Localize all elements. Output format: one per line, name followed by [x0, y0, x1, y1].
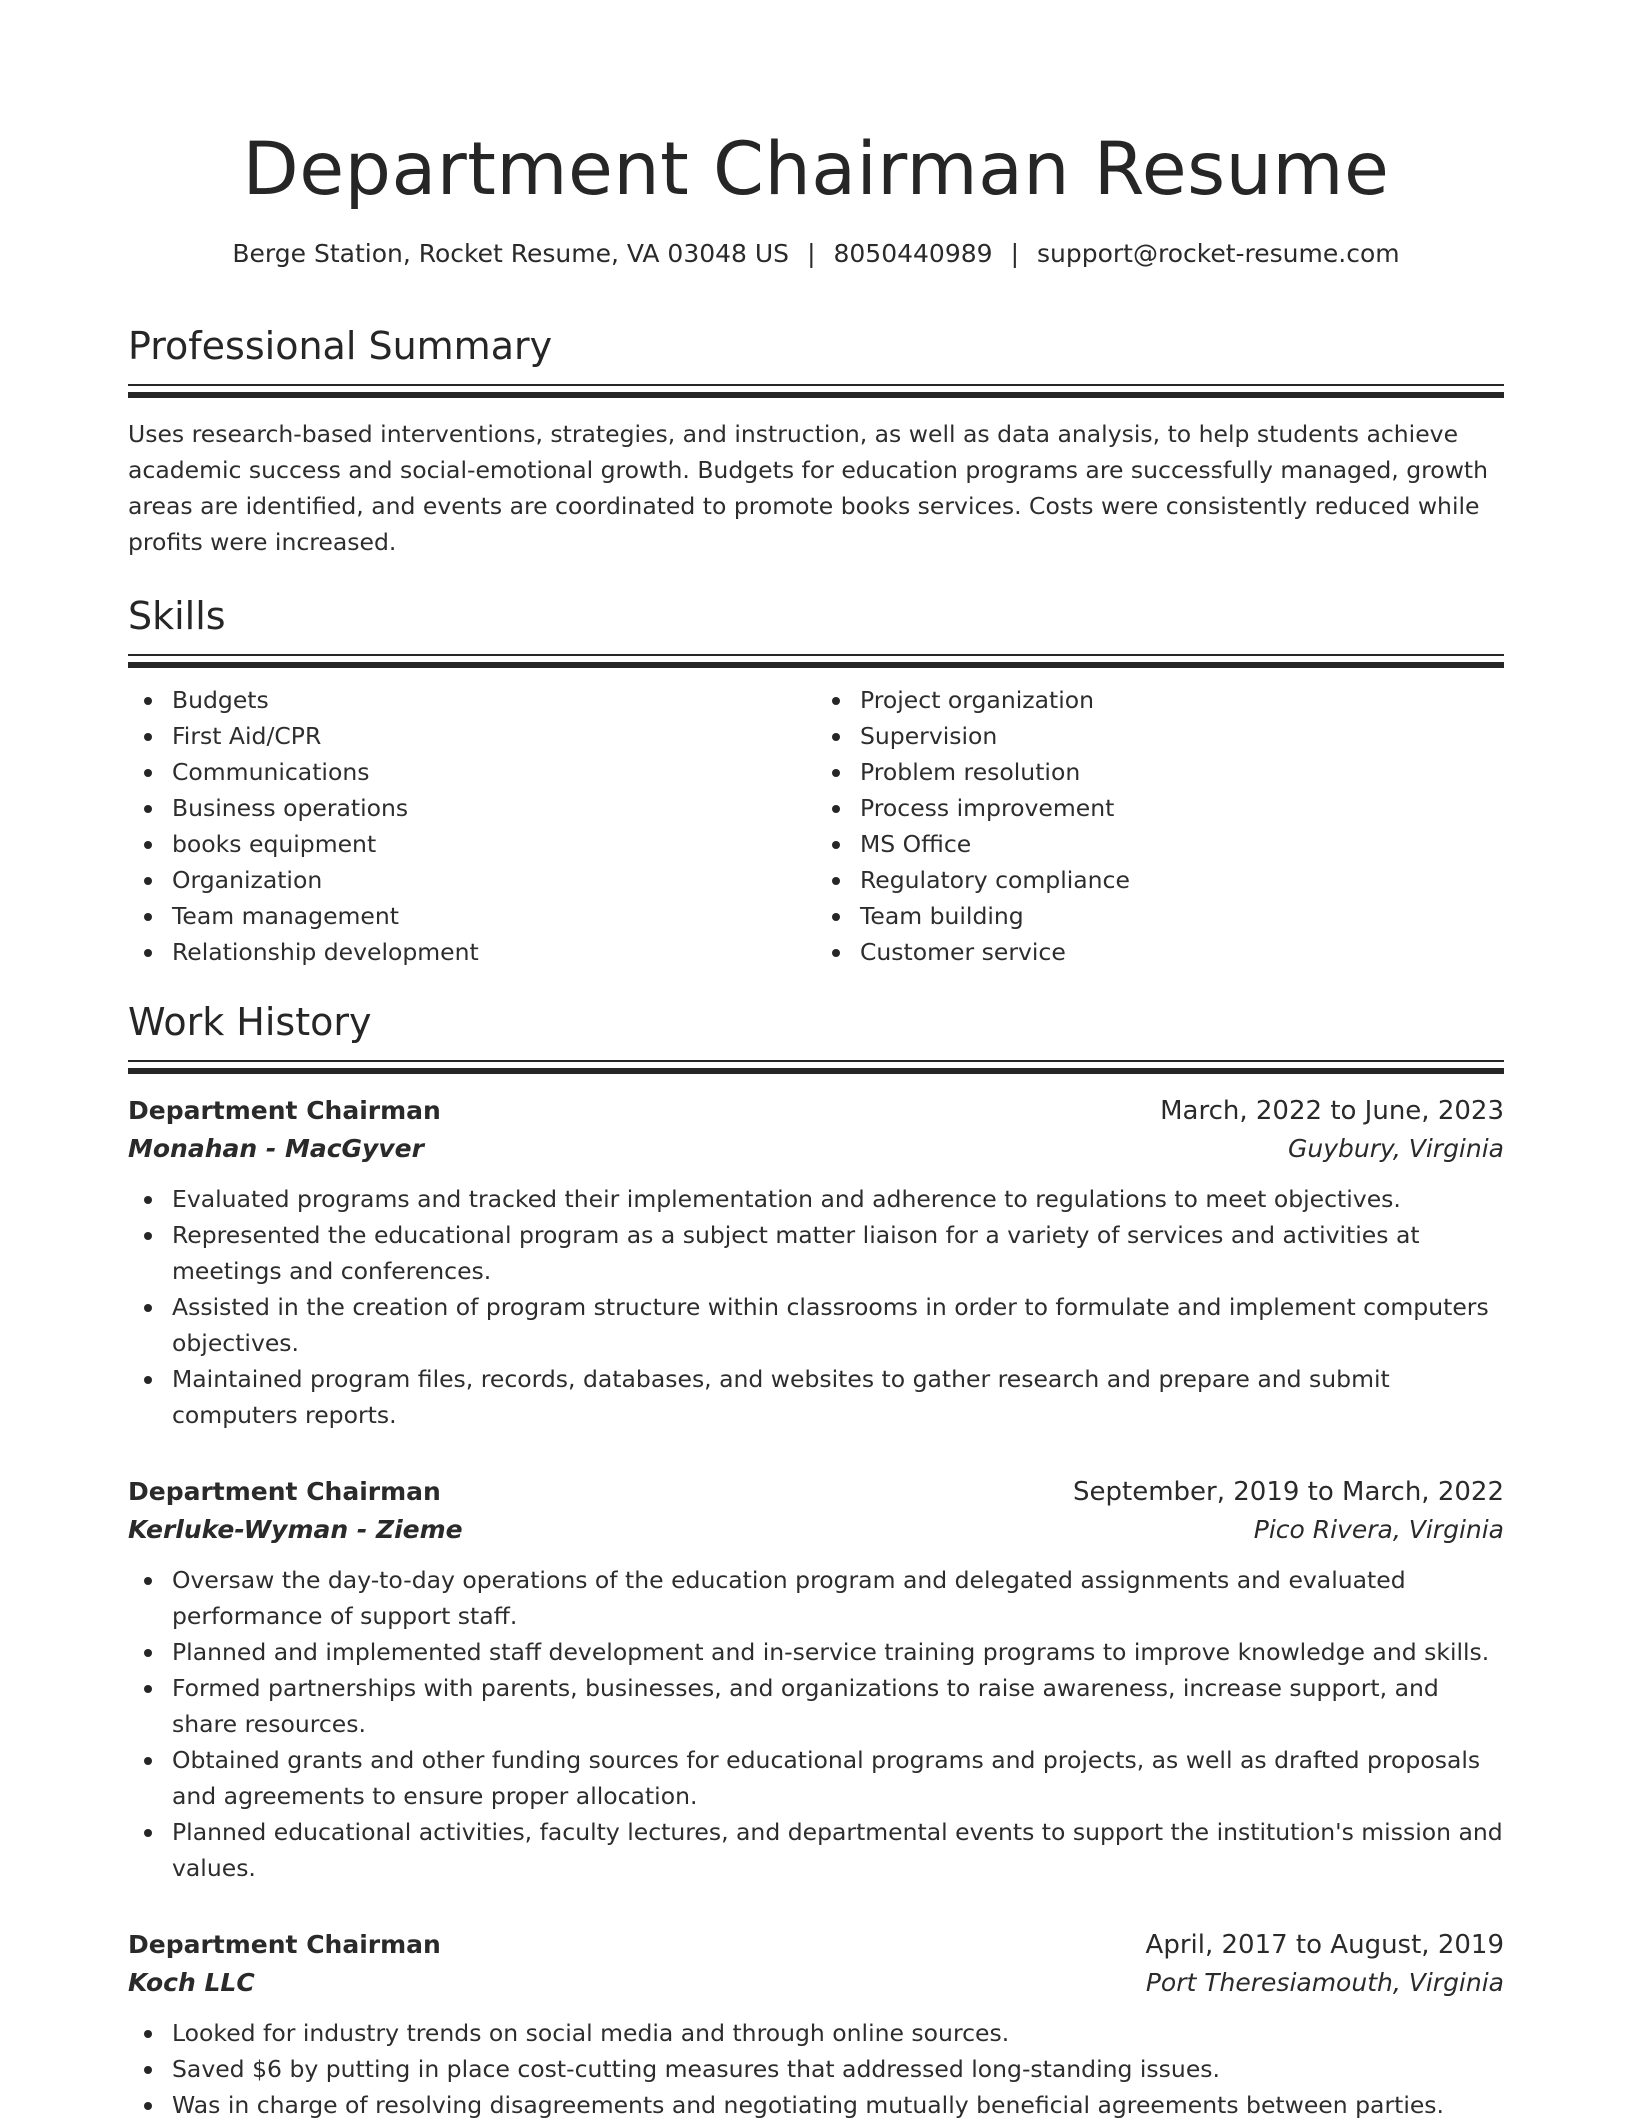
section-heading: Professional Summary	[128, 324, 553, 368]
section-divider	[128, 384, 1504, 386]
skill-item: Communications	[172, 754, 816, 790]
section-divider	[128, 654, 1504, 656]
contact-separator: |	[807, 239, 816, 268]
contact-separator: |	[1010, 239, 1019, 268]
skill-item: Customer service	[860, 934, 1504, 970]
job-duties-list	[128, 1181, 1504, 1433]
summary-text: Uses research-based interventions, strategies, and instruction, as well as data analysis, to help students achieve academic success and social-emotional growth. Budgets for education programs are successfully managed, growth areas are identified, and events are coordinated to promote books services. Costs were consistently reduced while profits were increased.	[128, 420, 1489, 556]
contact-line	[128, 238, 1504, 270]
job-company-row	[128, 1130, 1504, 1168]
job-company-row	[128, 1511, 1504, 1549]
section-divider	[128, 392, 1504, 398]
skill-item: Problem resolution	[860, 754, 1504, 790]
job-entry	[128, 1473, 1504, 1886]
skills-column-left	[128, 682, 816, 970]
skills-list	[128, 682, 816, 970]
section-divider	[128, 1068, 1504, 1074]
section-heading: Skills	[128, 594, 226, 638]
skill-item: Relationship development	[172, 934, 816, 970]
job-header-row	[128, 1926, 1504, 1964]
skill-item: Business operations	[172, 790, 816, 826]
contact-phone: 8050440989	[833, 239, 993, 268]
job-location: Guybury, Virginia	[1287, 1134, 1504, 1163]
job-location: Pico Rivera, Virginia	[1253, 1515, 1504, 1544]
job-duty: Assisted in the creation of program structure within classrooms in order to formulate and implement computers objectives.	[172, 1289, 1504, 1361]
skill-item: Budgets	[172, 682, 816, 718]
job-duties-list	[128, 2015, 1504, 2123]
job-location: Port Theresiamouth, Virginia	[1145, 1968, 1504, 1997]
skill-item: MS Office	[860, 826, 1504, 862]
job-title: Department Chairman	[128, 1930, 441, 1959]
job-company-row	[128, 1964, 1504, 2002]
skill-item: Process improvement	[860, 790, 1504, 826]
job-duty: Planned and implemented staff development and in-service training programs to improve knowledge and skills.	[172, 1634, 1504, 1670]
job-duty: Evaluated programs and tracked their implementation and adherence to regulations to meet objectives.	[172, 1181, 1504, 1217]
job-duty: Maintained program files, records, databases, and websites to gather research and prepare and submit computers reports.	[172, 1361, 1504, 1433]
skills-section	[128, 592, 1504, 970]
job-duty: Saved $6 by putting in place cost-cutting measures that addressed long-standing issues.	[172, 2051, 1504, 2087]
job-title: Department Chairman	[128, 1096, 441, 1125]
job-dates: April, 2017 to August, 2019	[1145, 1930, 1504, 1960]
job-duty: Was in charge of resolving disagreements and negotiating mutually beneficial agreements between parties.	[172, 2087, 1504, 2123]
section-divider	[128, 1060, 1504, 1062]
professional-summary-section	[128, 322, 1504, 560]
job-duties-list	[128, 1562, 1504, 1886]
resume-title: Department Chairman Resume	[242, 127, 1390, 212]
skill-item: Regulatory compliance	[860, 862, 1504, 898]
job-company: Kerluke-Wyman - Zieme	[128, 1515, 463, 1544]
job-header-row	[128, 1092, 1504, 1130]
job-title: Department Chairman	[128, 1477, 441, 1506]
skill-item: Supervision	[860, 718, 1504, 754]
job-entry	[128, 1092, 1504, 1433]
job-duty: Represented the educational program as a subject matter liaison for a variety of services and activities at meetings and conferences.	[172, 1217, 1504, 1289]
resume-page	[128, 0, 1504, 2123]
job-duty: Oversaw the day-to-day operations of the education program and delegated assignments and evaluated performance of support staff.	[172, 1562, 1504, 1634]
section-divider	[128, 662, 1504, 668]
job-duty: Formed partnerships with parents, businesses, and organizations to raise awareness, increase support, and share resources.	[172, 1670, 1504, 1742]
skill-item: Project organization	[860, 682, 1504, 718]
job-dates: September, 2019 to March, 2022	[1073, 1477, 1504, 1507]
job-company: Monahan - MacGyver	[128, 1134, 424, 1163]
skills-columns	[128, 682, 1504, 970]
skills-list	[816, 682, 1504, 970]
section-heading: Work History	[128, 1000, 372, 1044]
job-header-row	[128, 1473, 1504, 1511]
work-history-section	[128, 998, 1504, 2123]
job-entry	[128, 1926, 1504, 2123]
job-company: Koch LLC	[128, 1968, 255, 1997]
job-duty: Planned educational activities, faculty lectures, and departmental events to support the institution's mission and values.	[172, 1814, 1504, 1886]
skill-item: Organization	[172, 862, 816, 898]
contact-email: support@rocket-resume.com	[1037, 239, 1400, 268]
job-duty: Obtained grants and other funding sources for educational programs and projects, as well as drafted proposals and agreements to ensure proper allocation.	[172, 1742, 1504, 1814]
skill-item: Team management	[172, 898, 816, 934]
job-duty: Looked for industry trends on social media and through online sources.	[172, 2015, 1504, 2051]
contact-address: Berge Station, Rocket Resume, VA 03048 US	[232, 239, 790, 268]
skill-item: books equipment	[172, 826, 816, 862]
skill-item: First Aid/CPR	[172, 718, 816, 754]
skills-column-right	[816, 682, 1504, 970]
job-dates: March, 2022 to June, 2023	[1160, 1096, 1504, 1126]
skill-item: Team building	[860, 898, 1504, 934]
